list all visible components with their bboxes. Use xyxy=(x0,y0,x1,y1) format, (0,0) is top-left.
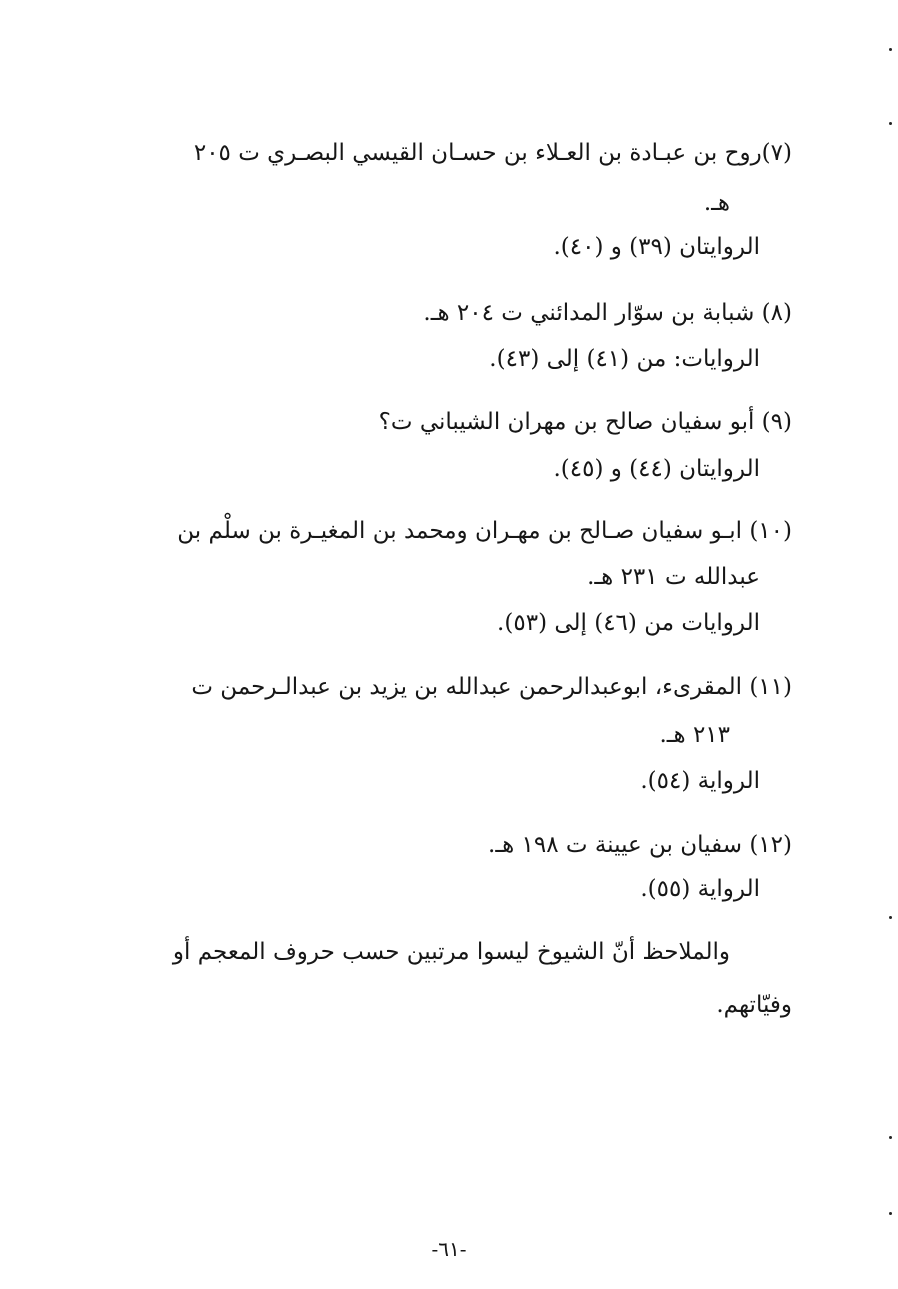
scan-speck xyxy=(889,48,892,51)
scan-speck xyxy=(889,1212,892,1215)
entry-12-line-1: (١٢) سفيان بن عيينة ت ١٩٨ هـ. xyxy=(488,832,792,858)
entry-8-line-1: (٨) شبابة بن سوّار المدائني ت ٢٠٤ هـ. xyxy=(423,300,792,326)
closing-note-line-2: وفيّاتهم. xyxy=(716,992,792,1018)
page-number: -٦١- xyxy=(431,1237,467,1261)
entry-11-line-1: (١١) المقرىء، ابوعبدالرحمن عبدالله بن يزيد بن عبدالـرحمن ت xyxy=(191,674,792,700)
entry-10-line-1: (١٠) ابـو سفيان صـالح بن مهـران ومحمد بن المغيـرة بن سلْم بن xyxy=(177,518,792,544)
scan-speck xyxy=(889,122,892,125)
entry-7-line-2: هـ. xyxy=(703,190,730,216)
scan-speck xyxy=(889,916,892,919)
entry-10-line-2: عبدالله ت ٢٣١ هـ. xyxy=(587,564,760,590)
entry-9-narrations: الروايتان (٤٤) و (٤٥). xyxy=(553,456,760,482)
entry-8-narrations: الروايات: من (٤١) إلى (٤٣). xyxy=(489,346,760,372)
entry-7-line-1: (٧)روح بن عبـادة بن العـلاء بن حسـان القيسي البصـري ت ٢٠٥ xyxy=(193,140,792,166)
scan-speck xyxy=(889,1136,892,1139)
entry-10-narrations: الروايات من (٤٦) إلى (٥٣). xyxy=(497,610,760,636)
entry-11-narrations: الرواية (٥٤). xyxy=(640,768,760,794)
closing-note-line-1: والملاحظ أنّ الشيوخ ليسوا مرتبين حسب حروف المعجم أو xyxy=(172,939,730,965)
entry-9-line-1: (٩) أبو سفيان صالح بن مهران الشيباني ت؟ xyxy=(378,409,792,435)
entry-12-narrations: الرواية (٥٥). xyxy=(640,876,760,902)
entry-7-narrations: الروايتان (٣٩) و (٤٠). xyxy=(553,234,760,260)
entry-11-line-2: ٢١٣ هـ. xyxy=(659,722,730,748)
